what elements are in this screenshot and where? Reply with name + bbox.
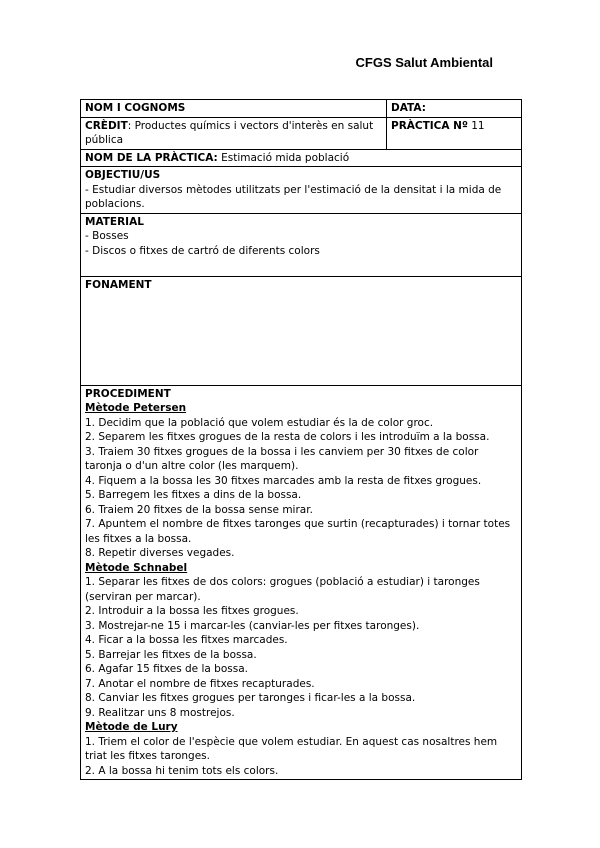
objectiu-row xyxy=(81,167,522,214)
procedure-step: 2. Introduir a la bossa les fitxes grogues. xyxy=(85,605,299,617)
procedure-step: 4. Fiquem a la bossa les 30 fitxes marcades amb la resta de fitxes grogues. xyxy=(85,474,482,487)
procedure-step: 1. Decidim que la població que volem estudiar és la de color groc. xyxy=(85,416,434,429)
credit-value: : Productes químics i vectors d'interès en salut pública xyxy=(85,119,374,146)
practice-name-value: Estimació mida població xyxy=(221,151,350,164)
procedure-step: 7. Apuntem el nombre de fitxes taronges que surtin (recapturades) i tornar totes les fitxes a la bossa. xyxy=(85,518,511,545)
practice-form-table xyxy=(80,99,522,780)
credit-practica-row xyxy=(81,117,522,149)
procedure-step: 2. Separem les fitxes grogues de la resta de colors i les introduïm a la bossa. xyxy=(85,431,490,443)
fonament-title: FONAMENT xyxy=(85,278,152,291)
material-cell xyxy=(81,213,522,276)
procedure-step: 6. Agafar 15 fitxes de la bossa. xyxy=(85,663,248,675)
procedure-step: 2. A la bossa hi tenim tots els colors. xyxy=(85,764,279,777)
material-title: MATERIAL xyxy=(85,215,144,228)
practica-label: PRÀCTICA Nº xyxy=(391,119,468,132)
procediment-cell xyxy=(81,385,522,780)
procedure-step: 8. Canviar les fitxes grogues per taronges i ficar-les a la bossa. xyxy=(85,692,416,704)
procedure-step: 4. Ficar a la bossa les fitxes marcades. xyxy=(85,634,288,646)
method-heading-schnabel: Mètode Schnabel xyxy=(85,561,188,574)
fonament-row xyxy=(81,276,522,385)
objectiu-title: OBJECTIU/US xyxy=(85,169,161,181)
method-heading-lury: Mètode de Lury xyxy=(85,721,178,733)
data-label: DATA: xyxy=(387,100,522,118)
material-row xyxy=(81,213,522,276)
practica-number: 11 xyxy=(471,119,485,132)
objectiu-cell xyxy=(81,167,522,214)
name-date-row xyxy=(81,100,522,118)
procedure-step: 3. Traiem 30 fitxes grogues de la bossa i les canviem per 30 fitxes de color taronja o d'un altre color (les marquem). xyxy=(85,445,479,472)
credit-cell xyxy=(81,117,387,149)
material-item: - Bosses xyxy=(85,230,129,242)
practice-name-cell xyxy=(81,149,522,167)
nom-cognoms-label: NOM I COGNOMS xyxy=(81,100,387,118)
material-item: - Discos o fitxes de cartró de diferents colors xyxy=(85,244,320,257)
procedure-step: 5. Barregem les fitxes a dins de la bossa. xyxy=(85,489,302,501)
procedure-step: 1. Triem el color de l'espècie que volem estudiar. En aquest cas nosaltres hem triat les fitxes taronges. xyxy=(85,735,498,762)
procedure-step: 6. Traiem 20 fitxes de la bossa sense mirar. xyxy=(85,503,313,516)
procedure-step: 1. Separar les fitxes de dos colors: grogues (població a estudiar) i taronges (serviran per marcar). xyxy=(85,576,480,603)
practica-cell xyxy=(387,117,522,149)
objectiu-text: - Estudiar diversos mètodes utilitzats per l'estimació de la densitat i la mida de poblacions. xyxy=(85,183,502,210)
procedure-step: 3. Mostrejar-ne 15 i marcar-les (canviar-les per fitxes taronges). xyxy=(85,619,420,632)
procedure-step: 8. Repetir diverses vegades. xyxy=(85,547,235,559)
document-header-title: CFGS Salut Ambiental xyxy=(355,55,493,70)
procediment-title: PROCEDIMENT xyxy=(85,387,171,400)
procedure-step: 9. Realitzar uns 8 mostrejos. xyxy=(85,706,235,719)
procedure-step: 5. Barrejar les fitxes de la bossa. xyxy=(85,648,257,661)
practice-name-row xyxy=(81,149,522,167)
method-heading-petersen: Mètode Petersen xyxy=(85,402,187,414)
procedure-step: 7. Anotar el nombre de fitxes recapturades. xyxy=(85,677,315,690)
fonament-cell xyxy=(81,276,522,385)
credit-label: CRÈDIT xyxy=(85,119,128,132)
practice-name-label: NOM DE LA PRÀCTICA: xyxy=(85,151,218,164)
procediment-row xyxy=(81,385,522,780)
